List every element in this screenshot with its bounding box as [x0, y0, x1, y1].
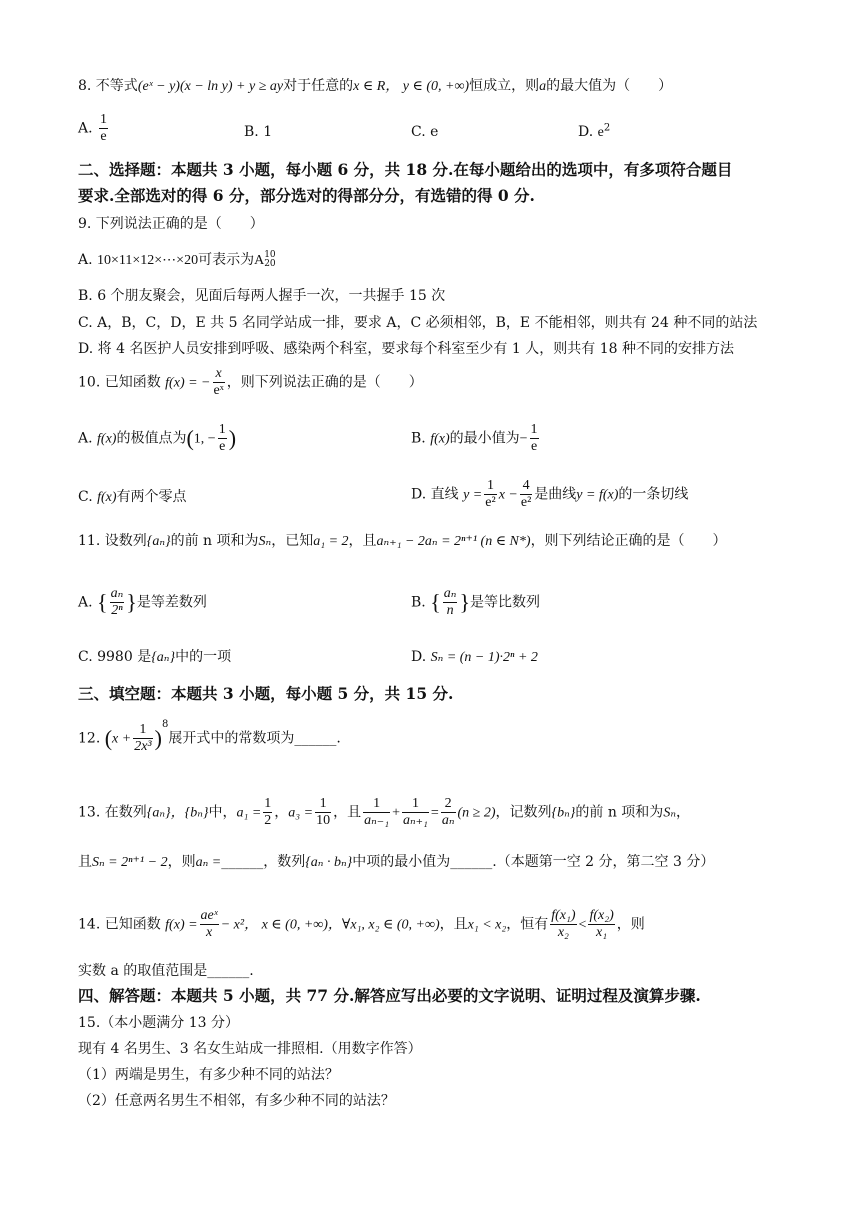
numerator: 1 — [315, 796, 331, 813]
q14-text-end: ，则 — [616, 916, 645, 933]
sum: Sₙ — [663, 805, 676, 821]
q10-d-end: 的一条切线 — [618, 486, 689, 503]
question-15-header: 15.（本小题满分 13 分） — [78, 1015, 239, 1031]
sum: Sₙ — [258, 534, 272, 549]
question-14-line2: 实数 a 的取值范围是______. — [78, 963, 254, 979]
q14-text-mid2: ，恒有 — [506, 916, 549, 933]
sequence: {aₙ} — [151, 650, 176, 665]
option-label: B. — [411, 594, 426, 611]
paren-open: ( — [104, 725, 113, 751]
q9-option-d: D. 将 4 名医护人员安排到呼吸、感染两个科室，要求每个科室至少有 1 人，则共有 18 种不同的安排方法 — [78, 341, 734, 357]
line-eq-x: x − — [498, 487, 518, 503]
less-than: < — [578, 917, 587, 933]
option-label: A. — [78, 594, 93, 611]
brace-open: { — [430, 589, 441, 615]
q11-text: 11. 设数列 — [78, 533, 147, 549]
denominator: 2 — [264, 813, 272, 828]
section-4-heading: 四、解答题：本题共 5 小题，共 77 分.解答应写出必要的文字说明、证明过程及演算步骤. — [78, 986, 701, 1005]
option-label: D. — [411, 649, 427, 665]
option-label: A. — [78, 430, 93, 447]
q8-option-b: B. 1 — [244, 124, 273, 140]
paren-close: ) — [228, 425, 237, 451]
q8-domain: x ∈ R， y ∈ (0, +∞) — [353, 79, 470, 94]
question-number: 12. — [78, 730, 101, 747]
initial-term: a₁ = 2 — [313, 534, 349, 549]
numerator: 1 — [133, 722, 152, 739]
function: f(x) — [430, 431, 450, 447]
q8-text-mid: 对于任意的 — [283, 78, 354, 94]
numerator: 4 — [520, 478, 532, 495]
fraction — [213, 366, 225, 399]
a3: a₃ = — [288, 805, 314, 821]
question-10-stem — [78, 366, 423, 399]
fraction — [441, 796, 456, 829]
numerator: 2 — [441, 796, 456, 813]
fraction — [218, 422, 227, 455]
numerator: 1 — [100, 112, 108, 127]
function: f(x) = — [165, 917, 198, 933]
q11-text-mid2: ，已知 — [271, 533, 314, 549]
brace-open: { — [97, 589, 108, 615]
denominator: e — [100, 129, 107, 144]
exponent: 2 — [603, 122, 611, 134]
paren-open: ( — [186, 425, 194, 451]
q10-option-c — [78, 487, 187, 508]
question-15-stem: 现有 4 名男生、3 名女生站成一排照相.（用数字作答） — [78, 1041, 422, 1057]
minus: − — [519, 431, 528, 447]
denominator: 2ⁿ — [111, 603, 123, 618]
brace-close: } — [459, 589, 471, 615]
q11-option-b — [411, 586, 540, 619]
sequence: {aₙ} — [146, 534, 171, 549]
option-label: B. — [411, 430, 426, 447]
q9-option-b: B. 6 个朋友聚会，见面后每两人握手一次，一共握手 15 次 — [78, 288, 446, 304]
q8-option-d — [578, 122, 610, 143]
q13-text: 13. 在数列 — [78, 804, 147, 821]
sum-formula: Sₙ = (n − 1)·2ⁿ + 2 — [430, 650, 538, 665]
option-label: C. — [78, 489, 93, 505]
question-8-stem — [78, 76, 672, 97]
q11-text-mid3: ，且 — [348, 533, 377, 549]
fraction — [133, 722, 152, 755]
q9-option-c: C. A，B，C，D，E 共 5 名同学站成一排，要求 A，C 必须相邻，B，E 不能相邻，则共有 24 种不同的站法 — [78, 315, 758, 331]
q13-and: ，且 — [333, 804, 362, 821]
q10-text-post: ，则下列说法正确的是（ ） — [226, 374, 423, 391]
numerator: f(x₁) — [551, 908, 576, 923]
numerator: 1 — [484, 478, 496, 495]
fraction — [588, 908, 614, 941]
numerator: x — [213, 366, 225, 383]
q10-option-b — [411, 422, 541, 455]
numerator: 1 — [530, 422, 538, 437]
q13-text-mid2: ，数列 — [263, 854, 306, 870]
point: 1, − — [193, 431, 216, 447]
fraction — [520, 478, 532, 511]
arrangement-symbol: A — [254, 253, 265, 268]
q9-option-a — [78, 250, 276, 271]
denominator: eˣ — [213, 383, 224, 398]
superscript: 10 — [264, 250, 276, 260]
numerator: 1 — [218, 422, 226, 437]
fraction — [530, 422, 539, 455]
denominator: e² — [520, 495, 532, 510]
q8-option-a — [78, 112, 110, 145]
denominator: x₂ — [557, 925, 569, 940]
fraction — [99, 112, 108, 145]
q10-text: 10. 已知函数 — [78, 374, 161, 391]
q8-option-c: C. e — [411, 124, 439, 140]
fraction — [402, 796, 429, 829]
denominator: aₙ₊₁ — [402, 813, 428, 828]
numerator: 1 — [363, 796, 390, 813]
fraction — [443, 586, 458, 619]
fraction — [263, 796, 272, 829]
q11-option-d — [411, 647, 538, 668]
section-2-heading: 二、选择题：本题共 3 小题，每小题 6 分，共 18 分.在每小题给出的选项中，有多项符合题目 — [78, 160, 733, 179]
numerator: aₙ — [443, 586, 457, 601]
fraction — [484, 478, 496, 511]
option-label: A. — [78, 252, 93, 268]
product-seq: {aₙ · bₙ} — [305, 855, 353, 870]
plus: + — [392, 805, 400, 821]
option-label: D. 直线 — [411, 486, 459, 503]
q8-text: 8. 不等式 — [78, 78, 138, 94]
section-2-heading-line2: 要求.全部选对的得 6 分，部分选对的得部分分，有选错的得 0 分. — [78, 186, 535, 205]
q8-inequality: (eˣ − y)(x − ln y) + y ≥ ay — [137, 79, 284, 94]
q10-option-d — [411, 478, 688, 511]
q10-a-text: 的极值点为 — [116, 430, 187, 447]
denominator: aₙ₋₁ — [364, 813, 390, 828]
question-13-line2 — [78, 852, 714, 873]
q11-option-a — [78, 586, 207, 619]
a1: a₁ = — [236, 805, 262, 821]
fraction — [200, 908, 219, 941]
q13-text-end: 中项的最小值为______.（本题第一空 2 分，第二空 3 分） — [352, 854, 715, 870]
q11-c-text: 中的一项 — [175, 649, 232, 665]
sequence-b: {bₙ} — [551, 805, 576, 821]
paren-close: ) — [154, 725, 162, 751]
q8-text-post: 恒成立，则 — [469, 78, 540, 94]
denominator: e — [530, 439, 538, 454]
question-11-stem — [78, 531, 727, 552]
question-12 — [78, 718, 341, 755]
denominator: x — [206, 925, 213, 940]
an: aₙ = — [195, 855, 222, 870]
question-15-part-2: （2）任意两名男生不相邻，有多少种不同的站法？ — [78, 1093, 395, 1109]
brace-close: } — [126, 589, 137, 615]
question-13-line1: 13. 在数列{aₙ}，{bₙ}中，a₁ = $\frac{1}{2}$ ，a₃ = $\frac{1}{10}$ ，且 $\frac{1}{\text{aₙ₋₁}}$ + $\frac{1}{\text{aₙ₊₁}}$ = $\frac{2}{\text{aₙ}}$ (n ≥ 2)，记数列{bₙ}的前 n 项和为Sₙ， — [78, 796, 690, 828]
numerator: 1 — [402, 796, 429, 813]
q11-a-text: 是等差数列 — [136, 594, 207, 611]
function: f(x) — [97, 431, 117, 447]
q10-b-text: 的最小值为 — [449, 430, 520, 447]
denominator: n — [446, 603, 454, 618]
q8-var: a — [539, 79, 547, 94]
inequality: x₁ < x₂ — [467, 917, 507, 933]
condition: (n ≥ 2) — [457, 805, 496, 821]
q10-option-a — [78, 422, 236, 455]
q8-text-end: 的最大值为（ ） — [546, 78, 673, 94]
q9-text: 可表示为 — [198, 252, 255, 268]
denominator: 2x³ — [134, 739, 152, 754]
q11-b-text: 是等比数列 — [470, 594, 541, 611]
numerator: 1 — [264, 796, 272, 811]
denominator: x₁ — [596, 925, 608, 940]
blank: ______ — [221, 854, 264, 870]
q9-product: 10×11×12×⋯×20 — [97, 253, 199, 268]
q13-text-mid: 中， — [208, 804, 237, 821]
denominator: e — [219, 439, 226, 454]
q11-text-mid: 的前 n 项和为 — [170, 533, 259, 549]
sum-formula: Sₙ = 2ⁿ⁺¹ − 2 — [92, 855, 168, 870]
fraction — [315, 796, 331, 829]
q13-text-end2: 的前 n 项和为 — [575, 804, 664, 821]
q13-text: 且 — [78, 854, 92, 870]
section-3-heading: 三、填空题：本题共 3 小题，每小题 5 分，共 15 分. — [78, 684, 454, 703]
domain: − x²， x ∈ (0, +∞)，∀x₁, x₂ ∈ (0, +∞) — [220, 917, 440, 933]
denominator: aₙ — [441, 813, 455, 828]
fraction — [550, 908, 576, 941]
q14-text-mid: ，且 — [439, 916, 468, 933]
option-label: C. 9980 是 — [78, 649, 152, 665]
fraction — [363, 796, 390, 829]
q13-text-end: ，记数列 — [495, 804, 552, 821]
arrangement-indices — [264, 251, 275, 269]
numerator: f(x₂) — [589, 908, 614, 923]
option-label: A. — [78, 120, 93, 137]
q10-function: f(x) = − — [165, 375, 211, 391]
numerator: aeˣ — [200, 908, 218, 923]
numerator: aₙ — [110, 586, 124, 601]
function: f(x) — [97, 490, 117, 505]
denominator: 10 — [316, 813, 331, 828]
q11-text-end: ，则下列结论正确的是（ ） — [530, 533, 727, 549]
denominator: e² — [485, 495, 496, 510]
option-label: D. — [578, 124, 594, 140]
question-9-stem: 9. 下列说法正确的是（ ） — [78, 216, 264, 232]
q11-option-c — [78, 647, 231, 668]
binomial-x: x + — [112, 731, 132, 747]
question-14-line1 — [78, 908, 645, 941]
exponent: 8 — [161, 718, 169, 730]
recurrence: aₙ₊₁ − 2aₙ = 2ⁿ⁺¹ (n ∈ N*) — [376, 534, 531, 549]
curve: y = f(x) — [576, 487, 619, 503]
line-eq: y = — [463, 487, 483, 503]
q10-d-text: 是曲线 — [534, 486, 577, 503]
equals: = — [430, 805, 439, 821]
subscript: 20 — [264, 259, 276, 269]
q13-text-mid: ，则 — [167, 854, 196, 870]
base: e — [597, 125, 604, 140]
q14-text: 14. 已知函数 — [78, 916, 161, 933]
sequences: {aₙ}，{bₙ} — [146, 805, 209, 821]
q12-text: 展开式中的常数项为______. — [168, 730, 341, 747]
fraction — [110, 586, 125, 619]
q10-c-text: 有两个零点 — [116, 489, 187, 505]
question-15-part-1: （1）两端是男生，有多少种不同的站法？ — [78, 1067, 339, 1083]
